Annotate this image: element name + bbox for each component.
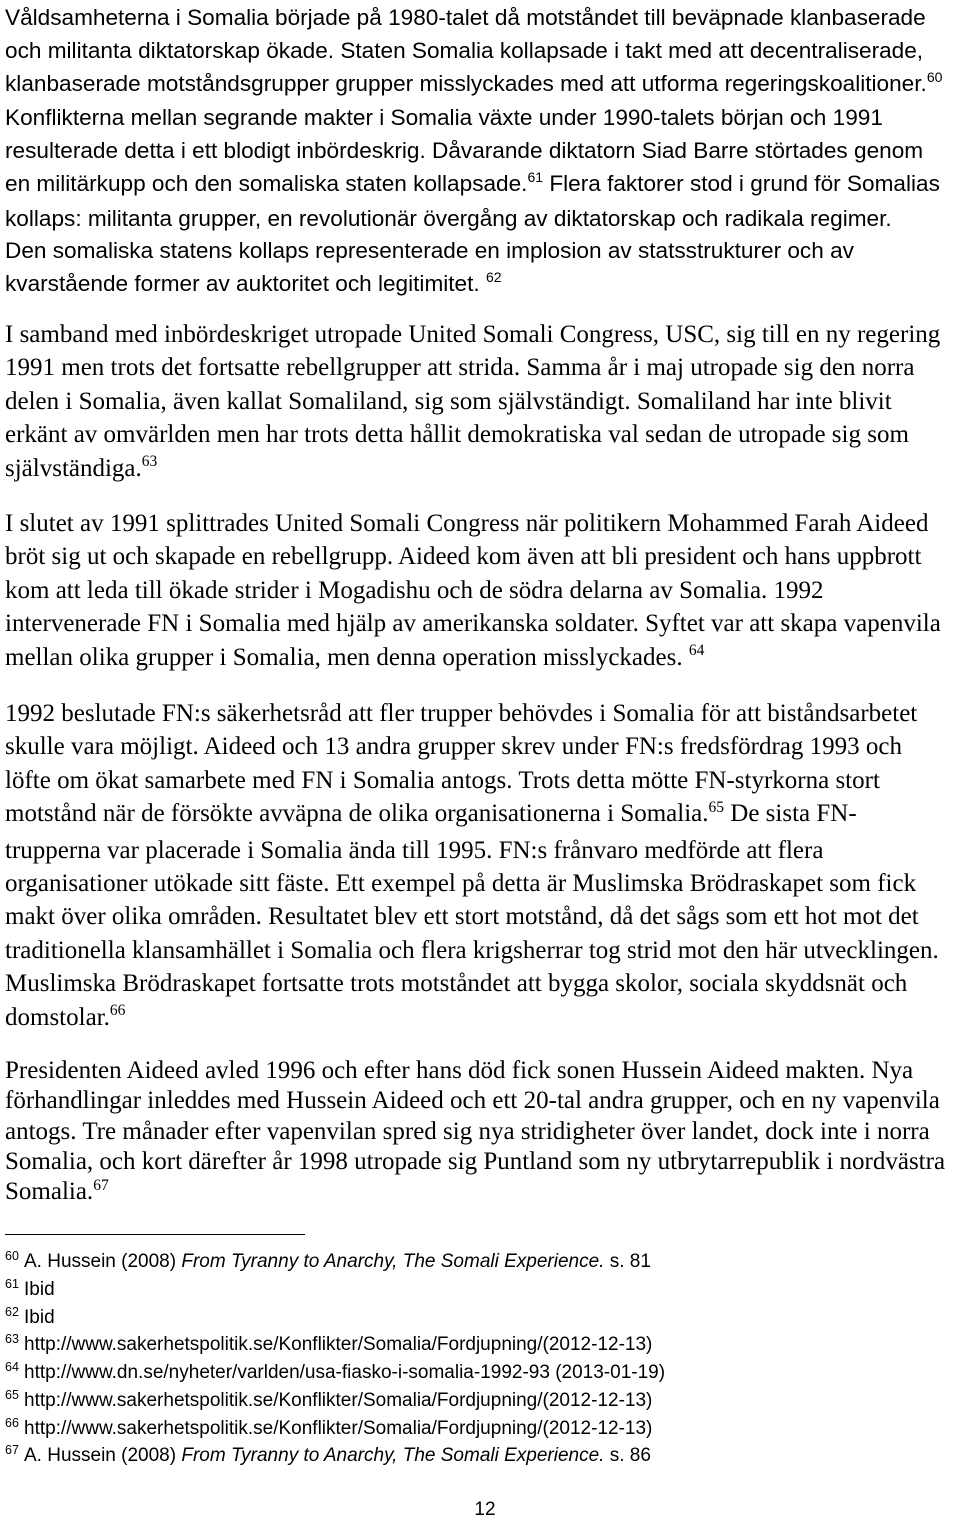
footnote: [5, 1305, 955, 1333]
line-text: klanbaserade motståndsgrupper grupper misslyckades med att utforma regeringskoalitioner.: [5, 70, 927, 96]
footnote-number: 63: [5, 1332, 19, 1347]
footnote-text: A. Hussein (2008): [24, 1251, 182, 1272]
text-line: Den somaliska statens kollaps representerade en implosion av statsstrukturer och av: [5, 238, 854, 264]
text-line: organisationer utökade sitt fäste. Ett exempel på detta är Muslimska Brödraskapet som fick: [5, 870, 917, 898]
text-line: [5, 268, 955, 303]
text-line: löfte om ökat samarbete med FN i Somalia antogs. Trots detta mötte FN-styrkorna stort: [5, 766, 880, 794]
text-line: [5, 1001, 955, 1037]
text-line: Konflikterna mellan segrande makter i Somalia växte under 1990-talets början och 1991: [5, 105, 883, 131]
footnote: [5, 1388, 955, 1416]
line-text-continued: De sista FN-: [724, 800, 857, 828]
text-line: Somalia, och kort därefter år 1998 utropade sig Puntland som ny utbrytarrepublik i nordvästra: [5, 1147, 946, 1175]
footnote-number: 62: [5, 1304, 19, 1319]
footnote: [5, 1360, 955, 1388]
footnote: [5, 1416, 955, 1444]
footnote-url: http://www.sakerhetspolitik.se/Konflikter/Somalia/Fordjupning/(2012-12-13): [24, 1334, 653, 1356]
text-line: [5, 641, 955, 677]
page-number: 12: [474, 1499, 496, 1520]
footnote: [5, 1249, 955, 1277]
paragraph: [5, 318, 955, 488]
footnote-number: 64: [5, 1360, 19, 1374]
footnote: [5, 1443, 955, 1471]
text-line: traditionella klansamhället i Somalia och flera krigsherrar tog strid mot den här utvecklingen.: [5, 936, 939, 964]
footnote-book-title: From Tyranny to Anarchy, The Somali Experience.: [181, 1251, 605, 1272]
text-line: kom att leda till ökade strider i Mogadishu och de södra delarna av Somalia. 1992: [5, 576, 824, 604]
footnote-url: http://www.sakerhetspolitik.se/Konflikter/Somalia/Fordjupning/(2012-12-13): [24, 1389, 653, 1411]
text-line: bröt sig ut och skapade en rebellgrupp. Aideed kom även att bli president och hans uppbrott: [5, 543, 922, 571]
footnote-reference: 66: [109, 1002, 126, 1020]
paragraph: [5, 507, 955, 677]
footnote-reference: 63: [141, 453, 158, 471]
footnote-number: 65: [5, 1387, 19, 1402]
line-text: kvarstående former av auktoritet och legitimitet.: [5, 271, 486, 296]
footnote-separator: [5, 1234, 305, 1235]
footnote-reference: 60: [926, 68, 943, 85]
text-line: I slutet av 1991 splittrades United Somali Congress när politikern Mohammed Farah Aideed: [5, 510, 929, 537]
line-text: mellan olika grupper i Somalia, men denna operation misslyckades.: [5, 643, 689, 671]
footnote-text: Ibid: [24, 1306, 55, 1328]
line-text: en militärkupp och den somaliska staten kollapsade.: [5, 170, 528, 196]
footnote-url: http://www.sakerhetspolitik.se/Konflikter/Somalia/Fordjupning/(2012-12-13): [24, 1417, 653, 1439]
footnote-text-suffix: s. 86: [604, 1445, 651, 1467]
footnote-url: http://www.dn.se/nyheter/varlden/usa-fiasko-i-somalia-1992-93 (2013-01-19): [24, 1362, 666, 1383]
footnote: [5, 1277, 955, 1305]
text-line: Presidenten Aideed avled 1996 och efter hans död fick sonen Hussein Aideed makten. Nya: [5, 1057, 914, 1084]
footnote-reference: 67: [93, 1177, 109, 1194]
text-line: Muslimska Brödraskapet fortsatte trots motståndet att bygga skolor, sociala skyddsnät och: [5, 970, 908, 998]
footnote-number: 61: [5, 1276, 19, 1291]
text-line: [5, 1177, 955, 1210]
footnote-number: 60: [5, 1249, 19, 1263]
text-line: skulle vara möjligt. Aideed och 13 andra grupper skrev under FN:s fredsfördrag 1993 och: [5, 733, 902, 761]
footnote-reference: 62: [485, 269, 502, 286]
paragraph: [5, 697, 955, 1037]
line-text: motstånd när de försökte avväpna de olika organisationerna i Somalia.: [5, 800, 709, 828]
text-line: [5, 797, 955, 833]
text-line: trupperna var placerade i Somalia ända till 1995. FN:s frånvaro medförde att flera: [5, 836, 824, 864]
footnote-text-suffix: s. 81: [604, 1251, 651, 1272]
footnote-reference: 65: [708, 798, 725, 816]
text-line: makt över olika områden. Resultatet blev ett stort motstånd, då det sågs som ett hot mot det: [5, 903, 919, 931]
paragraph: [5, 1056, 955, 1210]
text-line: 1992 beslutade FN:s säkerhetsråd att fler trupper behövdes i Somalia för att biståndsarbetet: [5, 700, 918, 727]
text-line: förhandlingar inleddes med Hussein Aideed och ett 20-tal andra grupper, och en ny vapenvila: [5, 1087, 940, 1115]
line-text: domstolar.: [5, 1003, 110, 1031]
text-line: antogs. Tre månader efter vapenvilan spred sig nya stridigheter över landet, dock inte i norra: [5, 1117, 930, 1145]
text-line: Våldsamheterna i Somalia började på 1980-talet då motståndet till beväpnade klanbaserade: [5, 5, 926, 30]
text-line: [5, 68, 955, 103]
paragraph: [5, 2, 955, 303]
footnote-number: 66: [5, 1415, 19, 1430]
text-line: [5, 452, 955, 488]
line-text-continued: Flera faktorer stod i grund för Somalias: [543, 170, 940, 196]
text-line: resulterade detta i ett blodigt inbördeskrig. Dåvarande diktatorn Siad Barre störtades genom: [5, 138, 924, 163]
footnote: [5, 1332, 955, 1360]
text-line: 1991 men trots det fortsatte rebellgrupper att strida. Samma år i maj utropade sig den norra: [5, 354, 915, 382]
footnote-reference: 61: [527, 169, 544, 186]
footnote-text: A. Hussein (2008): [24, 1445, 182, 1467]
text-line: delen i Somalia, även kallat Somaliland, sig som självständigt. Somaliland har inte blivit: [5, 387, 892, 415]
footnotes: [5, 1249, 955, 1471]
line-text: Somalia.: [5, 1178, 94, 1206]
footnote-text: Ibid: [24, 1278, 55, 1300]
text-line: och militanta diktatorskap ökade. Staten Somalia kollapsade i takt med att decentraliserade,: [5, 37, 924, 63]
text-line: kollaps: militanta grupper, en revolutionär övergång av diktatorskap och radikala regimer.: [5, 205, 892, 231]
footnote-number: 67: [5, 1443, 19, 1458]
footnote-reference: 64: [688, 642, 705, 660]
text-line: I samband med inbördeskriget utropade United Somali Congress, USC, sig till en ny regering: [5, 321, 941, 348]
text-line: erkänt av omvärlden men har trots detta hållit demokratiska val sedan de utropade sig som: [5, 421, 909, 449]
footnote-book-title: From Tyranny to Anarchy, The Somali Experience.: [181, 1445, 605, 1467]
text-line: intervenerade FN i Somalia med hjälp av amerikanska soldater. Syftet var att skapa vapenvila: [5, 610, 941, 638]
text-line: [5, 168, 955, 203]
line-text: självständiga.: [5, 454, 142, 482]
